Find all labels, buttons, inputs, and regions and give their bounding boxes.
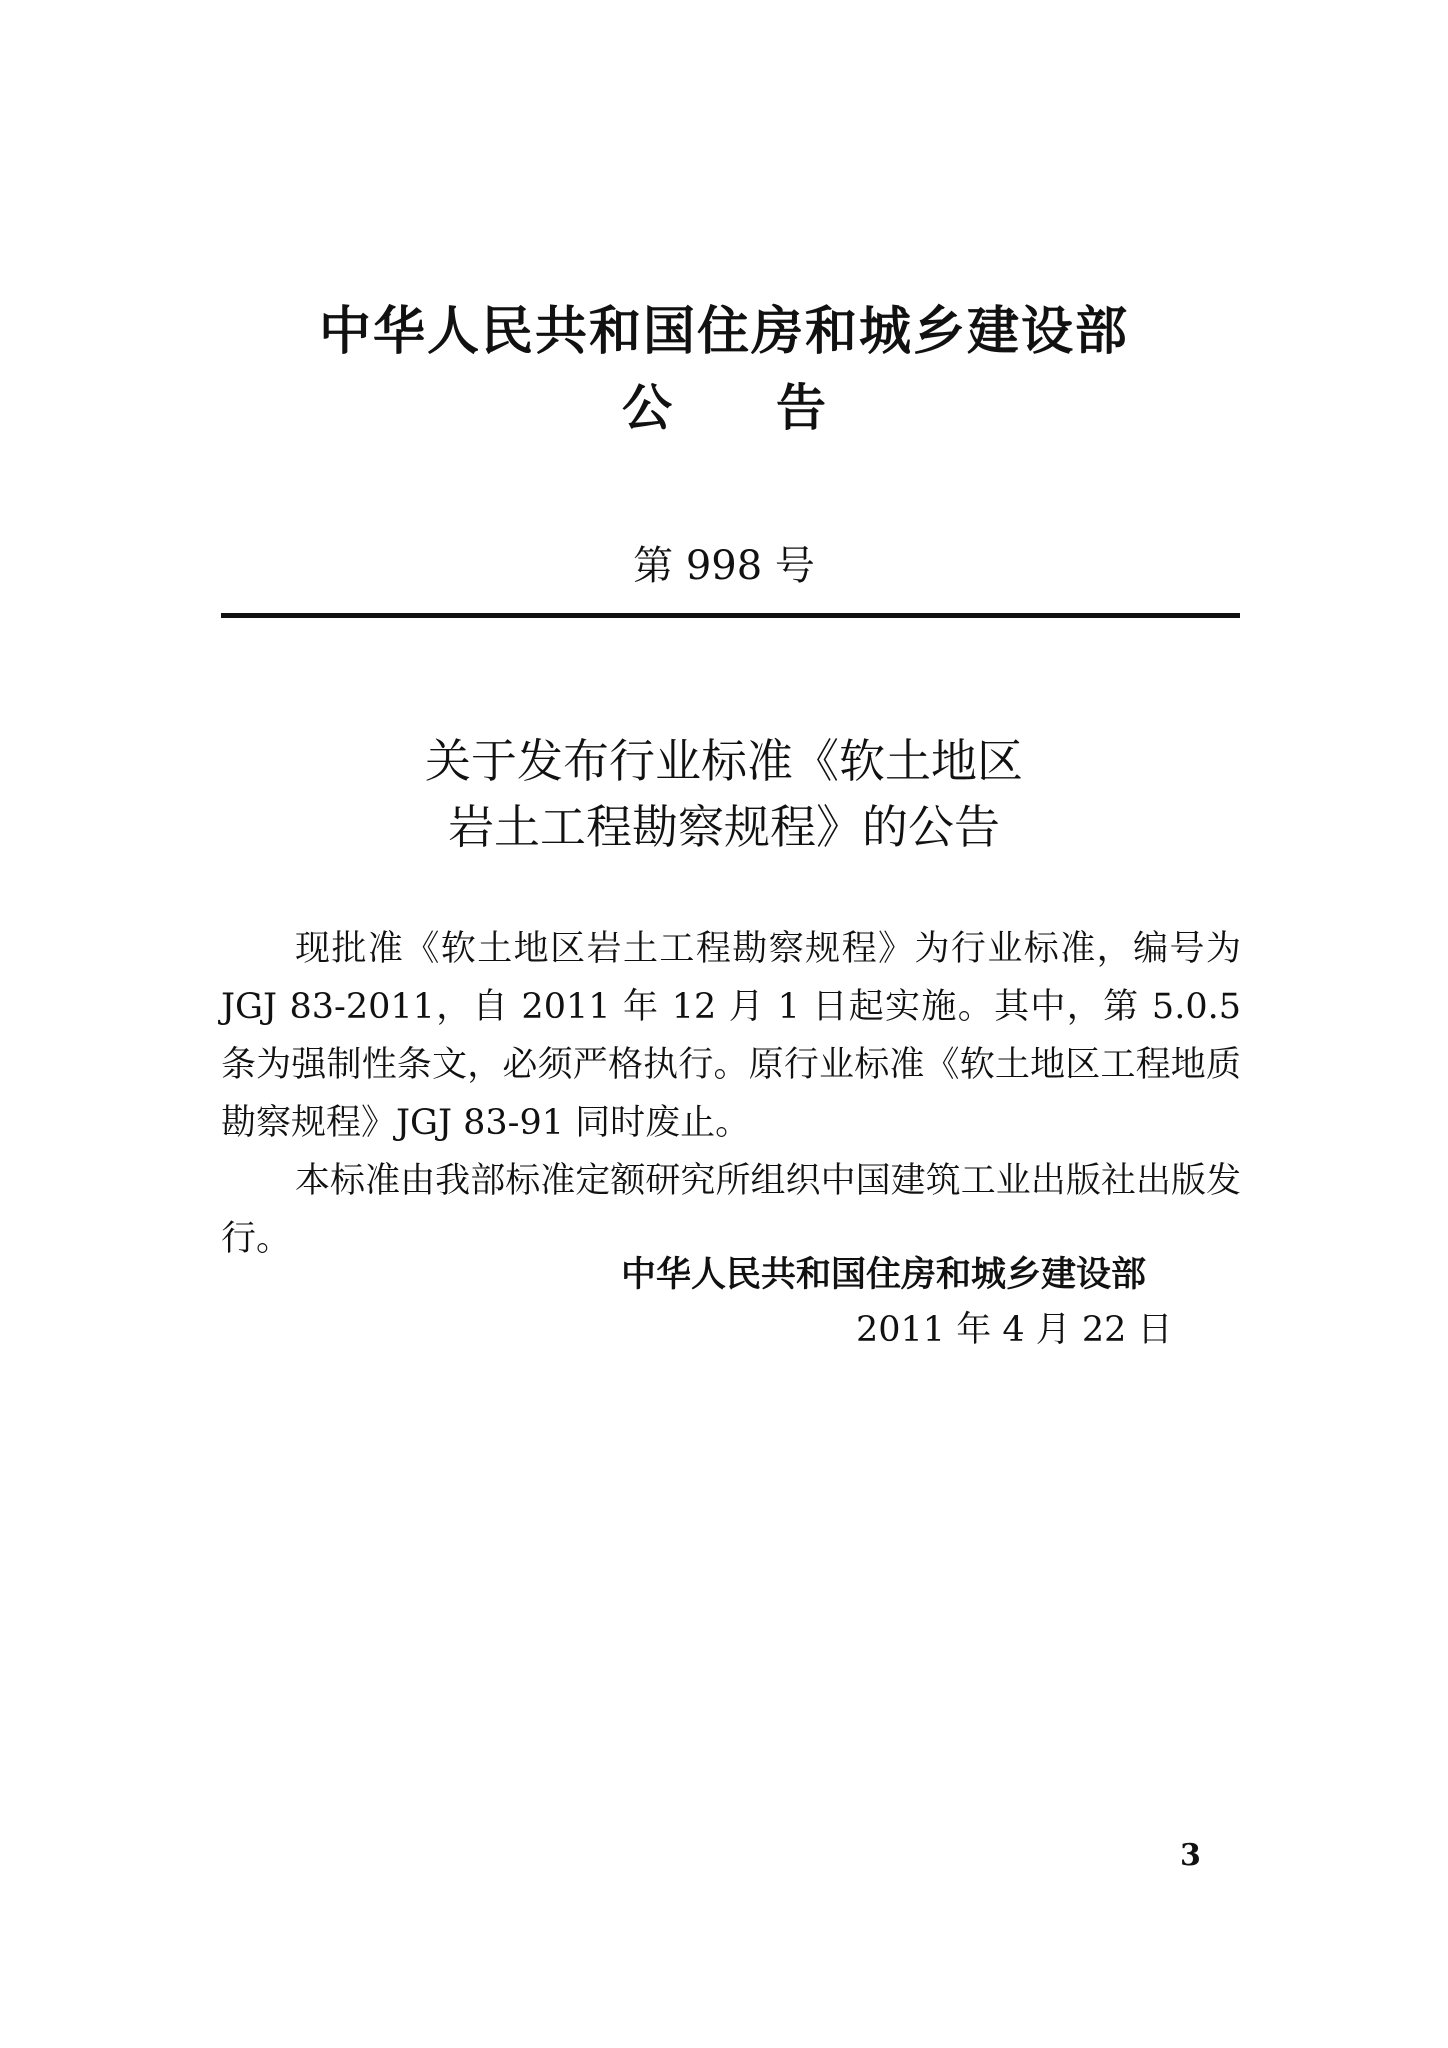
header-divider xyxy=(221,613,1240,618)
document-number: 第 998 号 xyxy=(633,543,815,589)
issuer-title: 中华人民共和国住房和城乡建设部 xyxy=(318,302,1129,362)
notice-subject xyxy=(0,728,1448,860)
notice-label xyxy=(0,376,1448,440)
signature-date: 2011 年 4 月 22 日 xyxy=(856,1310,1173,1350)
body-paragraph-1: 现批准《软土地区岩土工程勘察规程》为行业标准，编号为 JGJ 83-2011，自 2011 年 12 月 1 日起实施。其中，第 5.0.5 条为强制性条文，必须严格执行。原行业标准《软土地区工程地质勘察规程》JGJ 83-91 同时废止。 xyxy=(221,929,1241,1143)
notice-label-char-1: 公 xyxy=(622,379,672,437)
subject-line-1: 关于发布行业标准《软土地区 xyxy=(425,734,1023,788)
body-paragraph-2: 本标准由我部标准定额研究所组织中国建筑工业出版社出版发行。 xyxy=(221,1161,1241,1259)
page-number: 3 xyxy=(1180,1838,1201,1873)
notice-body xyxy=(221,920,1241,1268)
signature-issuer: 中华人民共和国住房和城乡建设部 xyxy=(621,1255,1147,1295)
notice-label-char-2: 告 xyxy=(776,379,826,437)
subject-line-2: 岩土工程勘察规程》的公告 xyxy=(448,800,1000,854)
